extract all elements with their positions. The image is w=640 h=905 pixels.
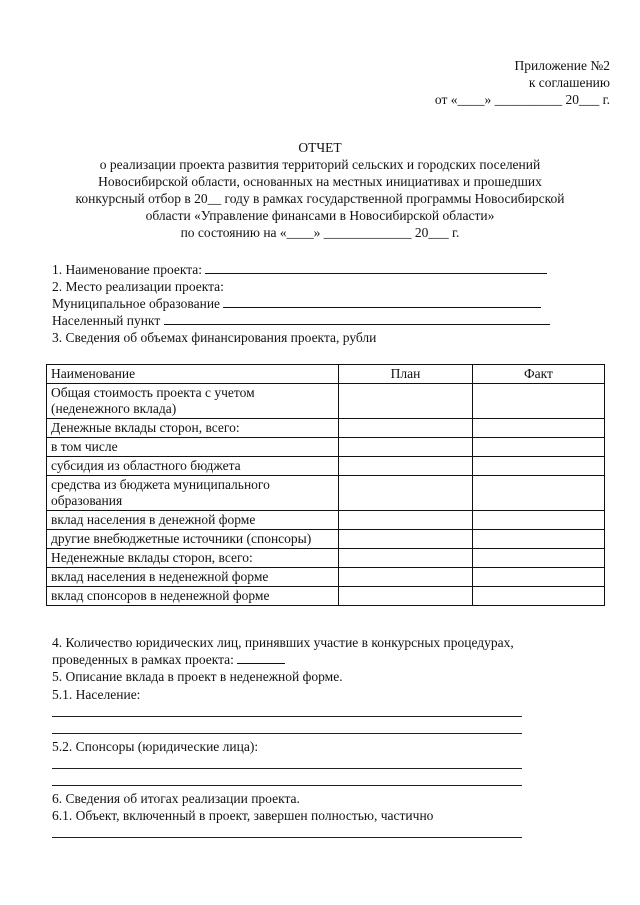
table-row — [47, 384, 605, 419]
report-date-line: по состоянию на «____» _____________ 20___ г. — [180, 225, 460, 240]
plan-cell[interactable] — [339, 438, 473, 457]
legal-entities-line2: проведенных в рамках проекта: — [52, 652, 234, 667]
municipality-row — [52, 295, 541, 312]
settlement-field[interactable] — [164, 312, 550, 325]
row-label: в том числе — [47, 438, 339, 457]
report-title-block — [40, 139, 600, 241]
population-answer-line[interactable] — [52, 733, 522, 734]
table-row — [47, 438, 605, 457]
plan-cell[interactable] — [339, 568, 473, 587]
plan-cell[interactable] — [339, 419, 473, 438]
project-name-field[interactable] — [205, 261, 547, 274]
object-completion-answer-line[interactable] — [52, 837, 522, 838]
plan-cell[interactable] — [339, 511, 473, 530]
settlement-row — [52, 312, 550, 329]
plan-cell[interactable] — [339, 530, 473, 549]
table-row — [47, 476, 605, 511]
sponsors-answer-line[interactable] — [52, 785, 522, 786]
table-row — [47, 587, 605, 606]
municipality-label: Муниципальное образование — [52, 296, 221, 311]
table-row — [47, 419, 605, 438]
plan-cell[interactable] — [339, 587, 473, 606]
financing-table — [46, 364, 605, 606]
row-label: вклад населения в денежной форме — [47, 511, 339, 530]
results-section-label: 6. Сведения об итогах реализации проекта. — [52, 791, 300, 806]
fact-cell[interactable] — [473, 530, 605, 549]
fact-cell[interactable] — [473, 457, 605, 476]
table-row — [47, 457, 605, 476]
plan-cell[interactable] — [339, 384, 473, 419]
row-label: Денежные вклады сторон, всего: — [47, 419, 339, 438]
plan-cell[interactable] — [339, 457, 473, 476]
column-header-plan: План — [339, 365, 473, 384]
population-answer-line[interactable] — [52, 716, 522, 717]
row-label: вклад спонсоров в неденежной форме — [47, 587, 339, 606]
row-label: субсидия из областного бюджета — [47, 457, 339, 476]
table-row — [47, 549, 605, 568]
column-header-fact: Факт — [473, 365, 605, 384]
report-subtitle-line: конкурсный отбор в 20__ году в рамках государственной программы Новосибирской — [75, 191, 565, 206]
fact-cell[interactable] — [473, 476, 605, 511]
legal-entities-count-field[interactable] — [237, 651, 285, 664]
population-label: 5.1. Население: — [52, 687, 141, 702]
legal-entities-line1: 4. Количество юридических лиц, принявших участие в конкурсных процедурах, — [52, 635, 514, 650]
fact-cell[interactable] — [473, 587, 605, 606]
row-label: Неденежные вклады сторон, всего: — [47, 549, 339, 568]
report-subtitle-line: Новосибирской области, основанных на местных инициативах и прошедших — [98, 174, 542, 189]
appendix-reference — [435, 57, 610, 108]
project-name-label: 1. Наименование проекта: — [52, 262, 203, 277]
sponsors-answer-line[interactable] — [52, 768, 522, 769]
report-subtitle-line: о реализации проекта развития территорий сельских и городских поселений — [99, 157, 541, 172]
fact-cell[interactable] — [473, 419, 605, 438]
report-subtitle-line: области «Управление финансами в Новосибирской области» — [145, 208, 495, 223]
report-heading: ОТЧЕТ — [298, 140, 342, 155]
plan-cell[interactable] — [339, 549, 473, 568]
table-header-row — [47, 365, 605, 384]
table-row — [47, 511, 605, 530]
municipality-field[interactable] — [223, 295, 541, 308]
table-row — [47, 530, 605, 549]
table-row — [47, 568, 605, 587]
row-label: вклад населения в неденежной форме — [47, 568, 339, 587]
fact-cell[interactable] — [473, 511, 605, 530]
object-completion-label: 6.1. Объект, включенный в проект, завершен полностью, частично — [52, 808, 434, 823]
row-label: средства из бюджета муниципального образования — [47, 476, 339, 511]
fact-cell[interactable] — [473, 438, 605, 457]
sponsors-label: 5.2. Спонсоры (юридические лица): — [52, 739, 259, 754]
row-label: Общая стоимость проекта с учетом (неденежного вклада) — [47, 384, 339, 419]
legal-entities-row — [52, 651, 285, 668]
plan-cell[interactable] — [339, 476, 473, 511]
fact-cell[interactable] — [473, 549, 605, 568]
project-name-row — [52, 261, 547, 278]
fact-cell[interactable] — [473, 384, 605, 419]
row-label: другие внебюджетные источники (спонсоры) — [47, 530, 339, 549]
appendix-date: от «____» __________ 20___ г. — [434, 92, 610, 107]
appendix-agreement: к соглашению — [528, 75, 610, 90]
project-location-label: 2. Место реализации проекта: — [52, 279, 224, 294]
non-monetary-section-label: 5. Описание вклада в проект в неденежной форме. — [52, 669, 343, 684]
financing-section-label: 3. Сведения об объемах финансирования проекта, рубли — [52, 330, 377, 345]
fact-cell[interactable] — [473, 568, 605, 587]
settlement-label: Населенный пункт — [52, 313, 161, 328]
column-header-name: Наименование — [47, 365, 339, 384]
appendix-number: Приложение №2 — [514, 58, 610, 73]
